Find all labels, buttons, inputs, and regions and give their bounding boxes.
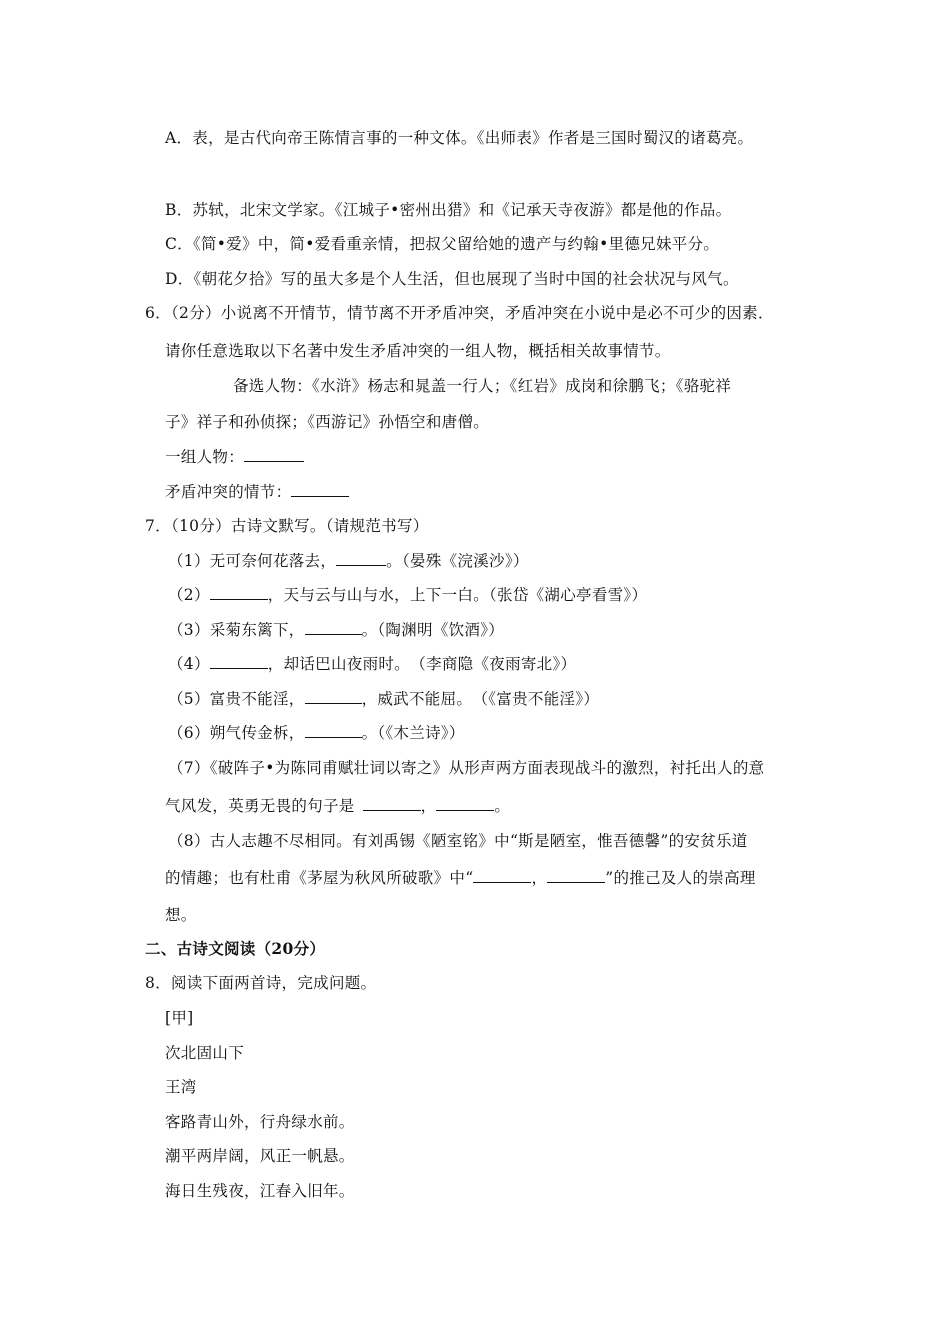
q7-item-1-source: 。（晏殊《浣溪沙》） bbox=[386, 552, 529, 570]
q7-item-4 bbox=[168, 654, 576, 674]
q7-item-8-comma: ， bbox=[531, 869, 548, 887]
section-heading: 二、古诗文阅读（20分） bbox=[145, 939, 326, 958]
answer-blank[interactable] bbox=[473, 868, 531, 883]
q5-option-d: D．《朝花夕拾》写的虽大多是个人生活，但也展现了当时中国的社会状况与风气。 bbox=[165, 270, 739, 288]
q7-item-2 bbox=[168, 585, 647, 605]
answer-blank[interactable] bbox=[547, 868, 605, 883]
q7-item-6-source: 。（《木兰诗》） bbox=[361, 724, 465, 742]
answer-blank[interactable] bbox=[336, 551, 386, 566]
q7-item-1 bbox=[168, 551, 529, 571]
q7-item-7-line2 bbox=[165, 796, 510, 816]
q6-candidates-line1: 备选人物：《水浒》杨志和晁盖一行人；《红岩》成岗和徐鹏飞；《骆驼祥 bbox=[233, 377, 732, 395]
answer-blank[interactable] bbox=[363, 796, 421, 811]
answer-blank[interactable] bbox=[305, 620, 362, 635]
answer-blank[interactable] bbox=[244, 447, 304, 462]
q6-plot-line bbox=[165, 482, 349, 502]
q7-item-5 bbox=[168, 689, 599, 709]
q7-item-1-text: （1）无可奈何花落去， bbox=[168, 552, 337, 570]
q7-item-4-text: ，却话巴山夜雨时。 （李商隐《夜雨寄北》） bbox=[267, 655, 577, 673]
q5-option-b: B．苏轼，北宋文学家。《江城子•密州出猎》和《记承天寺夜游》都是他的作品。 bbox=[165, 201, 732, 219]
answer-blank[interactable] bbox=[436, 796, 494, 811]
answer-blank[interactable] bbox=[305, 723, 362, 738]
q8-stem: 8．阅读下面两首诗，完成问题。 bbox=[145, 974, 377, 992]
answer-blank[interactable] bbox=[210, 585, 268, 600]
poem-line-2: 潮平两岸阔，风正一帆悬。 bbox=[165, 1147, 355, 1165]
q6-plot-label: 矛盾冲突的情节： bbox=[165, 483, 292, 501]
q7-stem: 7．（10分）古诗文默写。（请规范书写） bbox=[145, 517, 429, 535]
q5-option-a: A．表，是古代向帝王陈情言事的一种文体。《出师表》作者是三国时蜀汉的诸葛亮。 bbox=[165, 129, 754, 147]
poem-title: 次北固山下 bbox=[165, 1044, 245, 1062]
poem-tag: [甲] bbox=[165, 1009, 194, 1027]
q7-item-6-text: （6）朔气传金柝， bbox=[168, 724, 305, 742]
q7-item-6 bbox=[168, 723, 465, 743]
q7-item-8-line1: （8）古人志趣不尽相同。有刘禹锡《陋室铭》中“斯是陋室，惟吾德馨”的安贫乐道 bbox=[168, 832, 748, 850]
q7-item-7-period: 。 bbox=[494, 797, 511, 815]
q7-item-2-number: （2） bbox=[168, 586, 210, 604]
poem-line-3: 海日生残夜，江春入旧年。 bbox=[165, 1182, 355, 1200]
q7-item-4-number: （4） bbox=[168, 655, 210, 673]
answer-blank[interactable] bbox=[210, 654, 268, 669]
q6-stem-line1: 6．（2分）小说离不开情节，情节离不开矛盾冲突，矛盾冲突在小说中是必不可少的因素． bbox=[145, 304, 774, 322]
answer-blank[interactable] bbox=[291, 482, 349, 497]
q7-item-5-source: ，威武不能屈。 （《富贵不能淫》） bbox=[361, 690, 600, 708]
q7-item-7-text: 气风发，英勇无畏的句子是 bbox=[165, 797, 355, 815]
q7-item-7-comma: ， bbox=[420, 797, 437, 815]
q7-item-7-line1: （7）《破阵子•为陈同甫赋壮词以寄之》从形声两方面表现战斗的激烈，衬托出人的意 bbox=[168, 759, 765, 777]
answer-blank[interactable] bbox=[305, 689, 362, 704]
q6-candidates-line2: 子》祥子和孙侦探；《西游记》孙悟空和唐僧。 bbox=[165, 413, 490, 431]
q6-group-line bbox=[165, 447, 304, 467]
q6-group-label: 一组人物： bbox=[165, 448, 245, 466]
q7-item-8-line3: 想。 bbox=[165, 906, 197, 924]
q7-item-8-text: 的情趣；也有杜甫《茅屋为秋风所破歌》中“ bbox=[165, 869, 474, 887]
q7-item-8-text-end: ”的推己及人的崇高理 bbox=[605, 869, 756, 887]
q7-item-3-source: 。（陶渊明《饮酒》） bbox=[361, 621, 505, 639]
poem-author: 王湾 bbox=[165, 1078, 197, 1096]
q7-item-3 bbox=[168, 620, 504, 640]
q7-item-2-text: ，天与云与山与水，上下一白。（张岱《湖心亭看雪》） bbox=[267, 586, 648, 604]
q7-item-8-line2 bbox=[165, 868, 756, 888]
q7-item-5-text: （5）富贵不能淫， bbox=[168, 690, 305, 708]
poem-line-1: 客路青山外，行舟绿水前。 bbox=[165, 1113, 355, 1131]
q5-option-c: C．《简•爱》中，简•爱看重亲情，把叔父留给她的遗产与约翰•里德兄妹平分。 bbox=[165, 235, 720, 253]
q6-stem-line2: 请你任意选取以下名著中发生矛盾冲突的一组人物，概括相关故事情节。 bbox=[165, 342, 671, 360]
q7-item-3-text: （3）采菊东篱下， bbox=[168, 621, 305, 639]
